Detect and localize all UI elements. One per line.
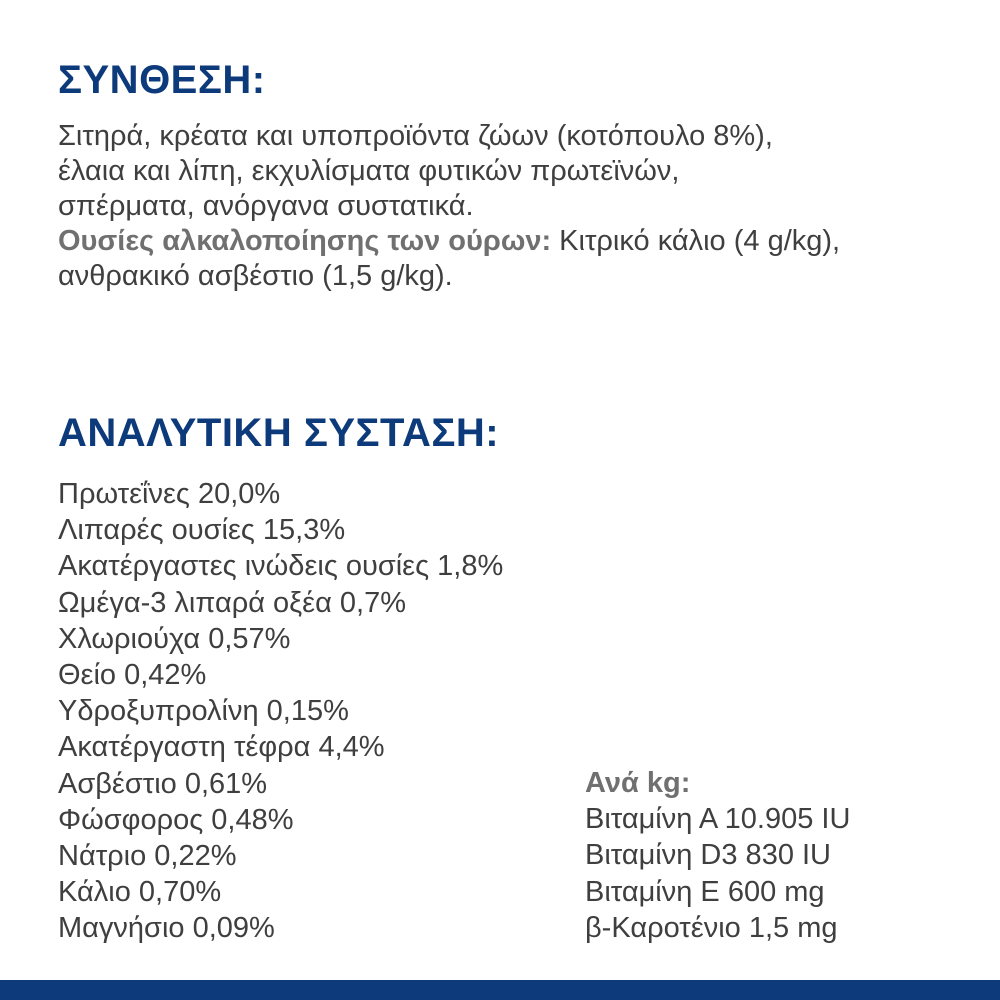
composition-heading: ΣΥΝΘΕΣΗ: xyxy=(58,58,266,102)
composition-text xyxy=(58,119,973,294)
analysis-item: Ακατέργαστες ινώδεις ουσίες 1,8% xyxy=(58,550,504,583)
additive-text: Κιτρικό κάλιο (4 g/kg), xyxy=(551,225,841,257)
analysis-list xyxy=(58,476,503,947)
per-kg-item: Βιταμίνη Α 10.905 IU xyxy=(585,803,851,836)
analysis-item: Φώσφορος 0,48% xyxy=(58,803,294,836)
per-kg-item: Βιταμίνη D3 830 IU xyxy=(585,839,832,872)
analysis-item: Νάτριο 0,22% xyxy=(58,840,237,873)
analysis-item: Λιπαρές ουσίες 15,3% xyxy=(58,514,346,547)
per-kg-section xyxy=(585,765,850,946)
per-kg-item: Βιταμίνη E 600 mg xyxy=(585,875,825,908)
analysis-item: Πρωτεΐνες 20,0% xyxy=(58,478,281,510)
composition-line: Σιτηρά, κρέατα και υποπροϊόντα ζώων (κοτόπουλο 8%), xyxy=(58,120,773,152)
analysis-item: Θείο 0,42% xyxy=(58,659,207,692)
analysis-item: Ασβέστιο 0,61% xyxy=(58,767,268,800)
composition-line: ανθρακικό ασβέστιο (1,5 g/kg). xyxy=(58,260,453,292)
bottom-bar xyxy=(0,980,1000,1000)
per-kg-title: Ανά kg: xyxy=(585,767,691,799)
analytical-heading: ΑΝΑΛΥΤΙΚΗ ΣΥΣΤΑΣΗ: xyxy=(58,411,500,455)
composition-line: έλαια και λίπη, εκχυλίσματα φυτικών πρωτεϊνών, xyxy=(58,155,680,187)
analysis-item: Ακατέργαστη τέφρα 4,4% xyxy=(58,731,385,764)
additive-line xyxy=(58,224,973,259)
per-kg-item: β-Καροτένιο 1,5 mg xyxy=(585,911,838,944)
analysis-item: Μαγνήσιο 0,09% xyxy=(58,912,275,945)
composition-line: σπέρματα, ανόργανα συστατικά. xyxy=(58,190,474,222)
analysis-item: Ωμέγα-3 λιπαρά οξέα 0,7% xyxy=(58,586,407,619)
analysis-item: Υδροξυπρολίνη 0,15% xyxy=(58,695,349,728)
analysis-item: Κάλιο 0,70% xyxy=(58,876,222,909)
additive-label: Ουσίες αλκαλοποίησης των ούρων: xyxy=(58,225,552,257)
analysis-item: Χλωριούχα 0,57% xyxy=(58,622,291,655)
per-kg-list xyxy=(585,801,850,946)
